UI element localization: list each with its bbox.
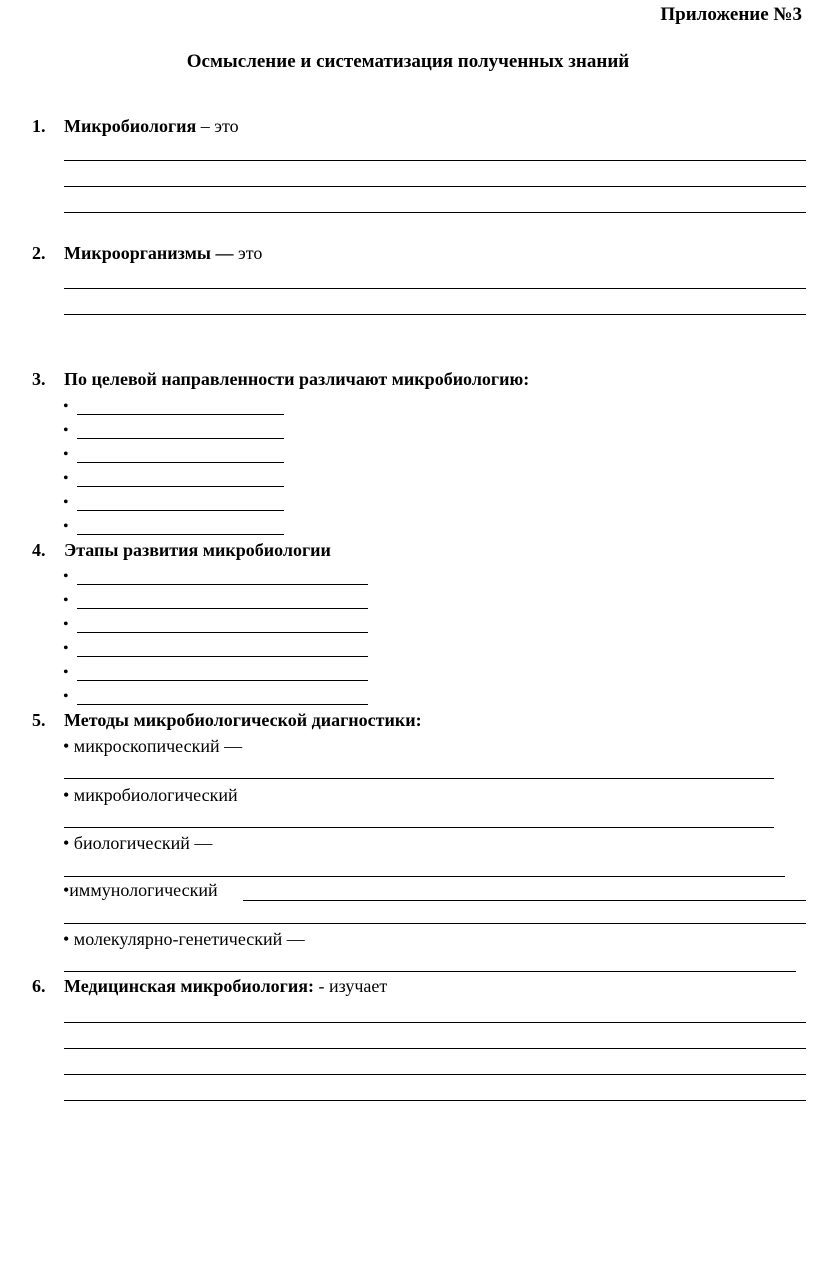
answer-line: [64, 1022, 806, 1023]
answer-line: [64, 1074, 806, 1075]
q3-number: 3.: [32, 369, 46, 389]
answer-line: [77, 486, 284, 487]
answer-line: [64, 778, 774, 779]
q1-rest: – это: [196, 116, 239, 136]
method-item: • биологический —: [63, 833, 213, 853]
answer-line: [77, 656, 368, 657]
bullet: •: [63, 688, 69, 705]
q2-number: 2.: [32, 243, 46, 263]
answer-line: [77, 510, 284, 511]
q3-heading: По целевой направленности различают микробиологию:: [64, 369, 530, 389]
q5-number: 5.: [32, 710, 46, 730]
answer-line: [77, 632, 368, 633]
q1-prompt: [64, 116, 239, 137]
q6-prompt: [64, 976, 387, 997]
q4-number: 4.: [32, 540, 46, 560]
answer-line: [77, 534, 284, 535]
answer-line: [64, 923, 806, 924]
bullet: •: [63, 446, 69, 463]
bullet: •: [63, 616, 69, 633]
answer-line: [64, 1048, 806, 1049]
bullet: •: [63, 518, 69, 535]
q2-prompt: [64, 243, 262, 264]
answer-line: [77, 608, 368, 609]
answer-line: [77, 438, 284, 439]
page-title: Осмысление и систематизация полученных знаний: [186, 51, 630, 72]
q6-rest: - изучает: [313, 976, 388, 996]
answer-line: [64, 160, 806, 161]
bullet: •: [63, 470, 69, 487]
q4-heading: Этапы развития микробиологии: [64, 540, 331, 560]
answer-line: [77, 704, 368, 705]
answer-line: [64, 288, 806, 289]
q2-term: Микроорганизмы —: [64, 243, 234, 263]
bullet: •: [63, 398, 69, 415]
answer-line: [64, 1100, 806, 1101]
q5-heading: Методы микробиологической диагностики:: [64, 710, 422, 730]
bullet: •: [63, 568, 69, 585]
q1-term: Микробиология: [64, 116, 197, 136]
q6-number: 6.: [32, 976, 46, 996]
method-item: • микроскопический —: [63, 736, 243, 756]
answer-line: [64, 314, 806, 315]
method-item: • молекулярно-генетический —: [63, 929, 305, 949]
answer-line: [64, 212, 806, 213]
q2-rest: это: [233, 243, 263, 263]
answer-line: [77, 584, 368, 585]
answer-line: [77, 680, 368, 681]
bullet: •: [63, 640, 69, 657]
method-item: •иммунологический: [63, 880, 218, 900]
answer-line: [77, 462, 284, 463]
answer-line: [64, 827, 774, 828]
bullet: •: [63, 592, 69, 609]
answer-line: [77, 414, 284, 415]
answer-line: [243, 900, 806, 901]
answer-line: [64, 971, 796, 972]
answer-line: [64, 186, 806, 187]
q6-term: Медицинская микробиология:: [64, 976, 314, 996]
appendix-label: Приложение №3: [660, 4, 802, 25]
bullet: •: [63, 494, 69, 511]
bullet: •: [63, 664, 69, 681]
bullet: •: [63, 422, 69, 439]
answer-line: [64, 876, 785, 877]
q1-number: 1.: [32, 116, 46, 136]
method-item: • микробиологический: [63, 785, 238, 805]
